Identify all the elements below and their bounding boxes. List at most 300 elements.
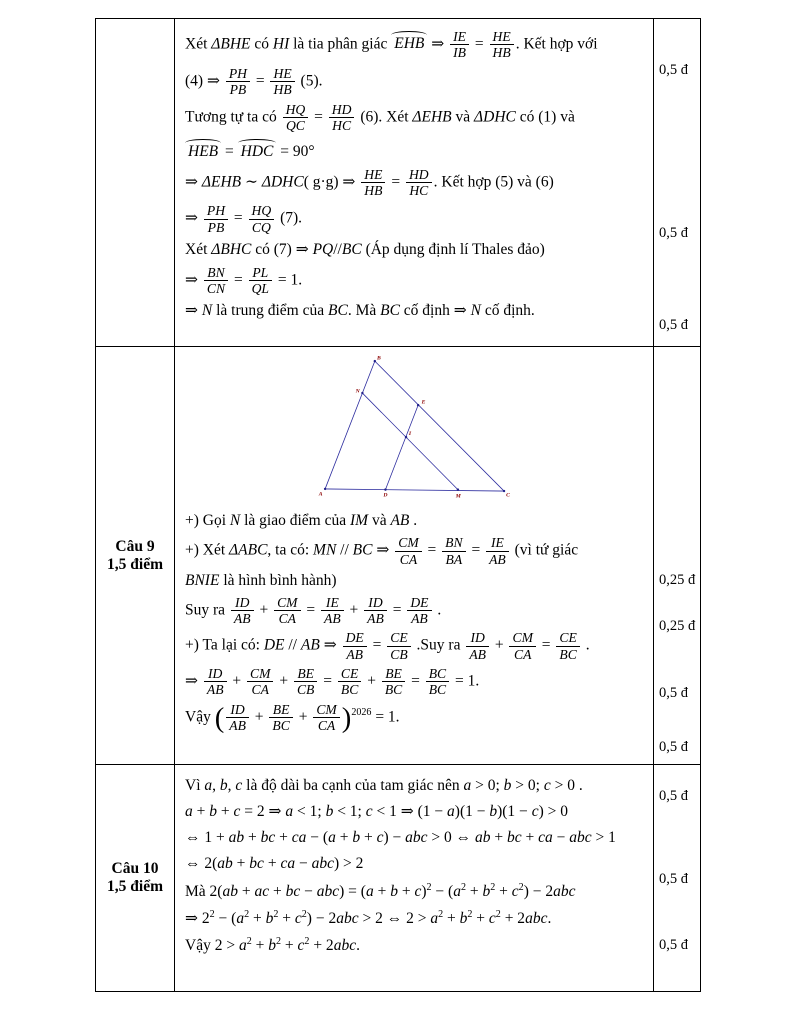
superscript: 2 (518, 881, 524, 893)
math-text: − (300, 882, 317, 900)
math-line (185, 802, 647, 822)
table-row-continuation (96, 19, 700, 346)
math-text: + (490, 636, 508, 654)
segment-BC (375, 361, 504, 491)
math-text: + (255, 601, 273, 619)
fraction: $\frac{CE}{BC}$ (338, 666, 361, 698)
fraction: $\frac{DE}{AB}$ (407, 595, 431, 627)
math-text: ) − 2 (523, 882, 554, 900)
question-points-line: 1,5 điểm (107, 555, 163, 573)
math-text: ) − 2 (306, 910, 337, 928)
math-variable: a (453, 882, 461, 900)
math-text: = (471, 35, 488, 53)
superscript: 2026 (351, 706, 372, 718)
point-label-C: C (506, 492, 510, 499)
big-paren: ( (214, 701, 225, 734)
math-variable: abc (405, 829, 428, 847)
math-variable: ΔDHC (474, 108, 516, 126)
math-text: Vậy 2 > (185, 937, 239, 955)
superscript: 2 (467, 908, 473, 920)
math-text: − ( (431, 882, 454, 900)
math-text: là hình bình hành) (219, 571, 337, 589)
math-variable: MN (313, 541, 337, 559)
math-text: (6). Xét (356, 108, 413, 126)
math-line (185, 630, 647, 662)
marks-column (653, 347, 700, 764)
table-row-cau-10 (96, 764, 700, 991)
math-text: là giao điểm của (240, 512, 350, 530)
math-text: . Mà (347, 302, 381, 320)
math-text: +) Gọi (185, 512, 230, 530)
fraction: $\frac{BN}{BA}$ (442, 535, 465, 567)
math-text: ⇒ (427, 35, 449, 53)
math-text: = (319, 672, 336, 690)
fraction: $\frac{BE}{CB}$ (294, 666, 317, 698)
math-variable: ΔEHB (412, 108, 452, 126)
math-variable: c (233, 803, 241, 821)
mark-value: 0,25 đ (659, 618, 696, 635)
math-text: = (230, 209, 247, 227)
math-variable: PQ (312, 240, 334, 258)
math-text: + (275, 829, 292, 847)
math-variable: b (503, 777, 512, 794)
math-line (185, 29, 647, 61)
solution-lines (185, 511, 647, 733)
math-variable: abc (311, 855, 334, 873)
math-variable: BC (341, 240, 362, 258)
superscript: 2 (426, 881, 432, 893)
fraction: $\frac{PH}{PB}$ (204, 203, 228, 235)
math-text: +) Xét (185, 541, 230, 559)
math-variable: AB (390, 512, 410, 530)
superscript: 2 (301, 908, 307, 920)
marks-column (653, 19, 700, 346)
math-variable: c (297, 937, 305, 955)
fraction: $\frac{ID}{AB}$ (231, 595, 254, 627)
math-variable: b (489, 803, 498, 821)
math-line (185, 666, 647, 698)
math-variable: a (328, 829, 336, 847)
math-text: , (212, 777, 220, 794)
math-text: .Suy ra (412, 636, 465, 654)
fraction: $\frac{HQ}{QC}$ (283, 102, 309, 134)
math-line (185, 102, 647, 134)
segment-NM (362, 393, 458, 490)
math-text: có (1) và (515, 108, 575, 126)
math-variable: c (531, 803, 539, 821)
math-text: ∼ (241, 173, 262, 191)
fraction: $\frac{ID}{AB}$ (204, 666, 227, 698)
fraction: $\frac{CM}{CA}$ (313, 702, 339, 734)
fraction: $\frac{HE}{HB}$ (490, 29, 514, 61)
math-text: < 1 ⇒ (1 − (372, 803, 448, 821)
math-variable: a (204, 777, 213, 794)
math-text: . (409, 512, 418, 530)
mark-value: 0,25 đ (659, 572, 696, 589)
math-variable: ca (538, 829, 553, 847)
math-line (185, 301, 647, 321)
math-variable: abc (336, 910, 359, 928)
math-variable: c (235, 777, 243, 794)
math-variable: bc (249, 855, 264, 873)
mark-value: 0,5 đ (659, 738, 688, 755)
fraction: $\frac{IE}{AB}$ (321, 595, 344, 627)
math-line (185, 702, 647, 734)
math-line (185, 203, 647, 235)
fraction: $\frac{ID}{AB}$ (466, 630, 489, 662)
math-text: = (387, 173, 404, 191)
math-variable: HI (272, 35, 290, 53)
question-label-line: Câu 9 (115, 537, 155, 555)
math-text: = (537, 636, 555, 654)
math-text: (4) ⇒ (185, 71, 224, 89)
math-text: +) Ta lại có: (185, 636, 264, 654)
solution-content (175, 19, 653, 346)
math-text: + (490, 829, 507, 847)
math-text: = 1. (371, 707, 400, 725)
math-text: ) = ( (339, 882, 366, 900)
math-text: = 1. (451, 672, 480, 690)
math-text: + (250, 707, 268, 725)
math-text: + (244, 829, 261, 847)
math-text: + (363, 672, 380, 690)
superscript: 2 (246, 936, 252, 948)
math-text: > 1 (591, 829, 616, 847)
math-text: ( g·g) ⇒ (303, 173, 360, 191)
fraction: $\frac{CM}{CA}$ (395, 535, 421, 567)
math-variable: abc (316, 882, 340, 900)
math-text: // (284, 636, 301, 654)
math-text: có (250, 35, 273, 53)
math-variable: b (325, 803, 334, 821)
math-variable: ca (280, 855, 296, 873)
math-variable: abc (553, 882, 576, 900)
math-text: + (269, 882, 286, 900)
math-text: là trung điểm của (212, 302, 328, 320)
math-text: . (547, 910, 552, 928)
math-text: > 2 ⇔ 2 > (358, 910, 431, 928)
math-text: ) > 0 (538, 803, 568, 821)
math-text: = (423, 541, 441, 559)
fraction: $\frac{ID}{AB}$ (364, 595, 387, 627)
math-variable: AB (300, 636, 320, 654)
math-line (185, 776, 647, 796)
solution-content (175, 347, 653, 764)
math-variable: b (219, 777, 228, 794)
fraction: $\frac{DE}{AB}$ (343, 630, 367, 662)
segment-AB (325, 361, 375, 489)
math-text: , (227, 777, 236, 794)
math-text: ) (421, 882, 427, 900)
math-text: là tia phân giác (289, 35, 392, 53)
mark-value: 0,5 đ (659, 316, 688, 333)
math-text: Xét (185, 240, 212, 258)
math-text: + (237, 882, 255, 900)
math-variable: b (209, 803, 217, 821)
math-text: + (249, 910, 266, 928)
superscript: 2 (275, 936, 282, 948)
math-line (185, 828, 647, 848)
math-variable: ab (222, 882, 238, 900)
math-text: ⇒ (185, 672, 202, 690)
fraction: $\frac{BE}{BC}$ (382, 666, 405, 698)
math-variable: c (365, 803, 373, 821)
point-label-M: M (455, 493, 461, 500)
math-text: = (230, 271, 247, 289)
math-variable: N (470, 302, 481, 320)
triangle-points (324, 360, 505, 492)
math-text: = (368, 636, 386, 654)
math-text: . (433, 601, 442, 619)
math-variable: BNIE (185, 571, 220, 589)
point-label-A: A (318, 491, 323, 498)
math-line (185, 595, 647, 627)
math-variable: bc (260, 829, 276, 847)
math-variable: a (236, 910, 245, 928)
math-text: ⇒ (372, 541, 394, 559)
point-M (457, 488, 459, 490)
math-text: (7). (276, 209, 303, 227)
math-text: ⇒ (319, 636, 341, 654)
math-line (185, 854, 647, 874)
math-text: . (581, 636, 590, 654)
fraction: $\frac{BC}{BC}$ (426, 666, 449, 698)
point-label-N: N (355, 388, 360, 395)
math-text: + (345, 601, 363, 619)
math-text: ⇒ (185, 302, 202, 320)
segment-DE (385, 405, 418, 490)
math-text: > 0; (471, 777, 504, 794)
math-variable: a (365, 882, 374, 900)
math-text: = (388, 601, 406, 619)
math-variable: BC (352, 541, 373, 559)
question-label-cell (96, 347, 175, 764)
math-variable: ab (228, 829, 245, 847)
math-text: + (232, 855, 250, 873)
math-variable: ab (217, 855, 233, 873)
math-text: + (251, 937, 269, 955)
fraction: $\frac{HQ}{CQ}$ (249, 203, 275, 235)
math-variable: bc (507, 829, 522, 847)
math-line (185, 167, 647, 199)
superscript: 2 (273, 908, 279, 920)
math-variable: a (430, 910, 439, 928)
math-variable: b (459, 910, 468, 928)
math-text: ⇒ (185, 209, 202, 227)
math-variable: a (447, 803, 455, 821)
math-variable: ca (291, 829, 307, 847)
question-label-line: Câu 10 (111, 860, 159, 877)
point-B (374, 360, 376, 362)
math-text: ) − (383, 829, 406, 847)
math-variable: b (268, 937, 276, 955)
solution-content (175, 765, 653, 991)
math-text: + (335, 829, 353, 847)
superscript: 2 (438, 908, 444, 920)
math-variable: abc (333, 937, 357, 955)
math-text: ) > 2 (333, 855, 364, 873)
superscript: 2 (460, 881, 466, 893)
math-variable: N (229, 512, 241, 530)
mark-value: 0,5 đ (659, 61, 688, 78)
math-text: + 2 (500, 910, 526, 928)
math-variable: b (352, 829, 361, 847)
marks-column (653, 765, 700, 991)
math-text: . Kết hợp (5) và (6) (433, 173, 554, 191)
math-text: cố định ⇒ (399, 302, 471, 320)
math-text: . (356, 937, 360, 955)
superscript: 2 (495, 908, 501, 920)
math-variable: abc (525, 910, 548, 928)
math-text: − (295, 855, 312, 873)
math-text: Mà 2( (185, 882, 223, 900)
fraction: $\frac{IE}{IB}$ (450, 29, 469, 61)
math-text: cố định. (480, 302, 535, 320)
math-text: + (192, 803, 210, 821)
answer-table (95, 18, 701, 992)
math-text: ⇒ (185, 271, 202, 289)
math-variable: ac (254, 882, 270, 900)
question-points-line: 1,5 điểm (107, 878, 163, 895)
math-text: (5). (296, 71, 323, 89)
math-text: = (310, 108, 327, 126)
math-line (185, 571, 647, 591)
fraction: $\frac{BE}{BC}$ (269, 702, 292, 734)
math-text: + (228, 672, 246, 690)
math-variable: N (201, 302, 213, 320)
triangle-lines (325, 361, 504, 491)
math-variable: ΔEHB (201, 173, 242, 191)
math-text: // (333, 240, 342, 258)
math-variable: a (285, 803, 294, 821)
math-text: = (251, 71, 269, 89)
fraction: $\frac{HE}{HB}$ (361, 167, 385, 199)
fraction: $\frac{PH}{PB}$ (226, 66, 250, 98)
math-variable: b (390, 882, 398, 900)
math-text: Tương tự ta có (185, 108, 281, 126)
math-text: có (7) ⇒ (251, 240, 313, 258)
math-text: và (451, 108, 475, 126)
math-text: > 0; (511, 777, 544, 794)
point-E (417, 404, 419, 406)
math-text: − ( (306, 829, 329, 847)
math-line (185, 881, 647, 902)
big-paren: ) (341, 701, 352, 734)
math-text: < 1; (333, 803, 366, 821)
math-variable: BC (380, 302, 400, 320)
math-text: + (495, 882, 512, 900)
math-variable: c (294, 910, 302, 928)
math-text: Vậy (185, 707, 215, 725)
math-text: < 1; (293, 803, 326, 821)
math-line (185, 265, 647, 297)
triangle-figure (318, 354, 514, 503)
math-text: là độ dài ba cạnh của tam giác nên (242, 777, 464, 794)
math-variable: a (238, 937, 247, 955)
math-text: = (302, 601, 320, 619)
math-text: + (397, 882, 415, 900)
point-labels (318, 356, 510, 500)
math-text: + (278, 910, 295, 928)
math-line (185, 511, 647, 531)
math-variable: c (543, 777, 551, 794)
math-text: + (472, 910, 489, 928)
math-text: + (217, 803, 234, 821)
math-text: . Kết hợp với (515, 35, 598, 53)
point-C (503, 490, 505, 492)
fraction: $\frac{CE}{BC}$ (556, 630, 579, 662)
math-variable: b (265, 910, 274, 928)
math-variable: a (185, 803, 193, 821)
math-text: )(1 − (454, 803, 490, 821)
mark-value: 0,5 đ (659, 787, 688, 804)
math-variable: ab (475, 829, 491, 847)
superscript: 2 (209, 908, 215, 920)
math-variable: c (414, 882, 422, 900)
fraction: $\frac{ID}{AB}$ (226, 702, 249, 734)
math-text: // (336, 541, 353, 559)
superscript: 2 (244, 908, 250, 920)
math-line (185, 66, 647, 98)
math-text: (Áp dụng định lí Thales đảo) (361, 240, 545, 258)
math-variable: a (463, 777, 472, 794)
point-label-E: E (421, 399, 426, 406)
angle-arc: HDC (238, 139, 277, 162)
mark-value: 0,5 đ (659, 225, 688, 241)
fraction: $\frac{IE}{AB}$ (486, 535, 509, 567)
math-text: = 90° (276, 142, 315, 160)
math-text: = 2 ⇒ (240, 803, 286, 821)
math-text: Vì (185, 777, 205, 794)
math-variable: ΔBHE (211, 35, 251, 53)
math-variable: c (376, 829, 384, 847)
math-text: (vì tứ giác (510, 541, 579, 559)
segment-AC (325, 489, 504, 491)
fraction: $\frac{CE}{CB}$ (387, 630, 410, 662)
math-text: và (368, 512, 391, 530)
point-label-I: I (408, 430, 412, 437)
math-text: + (373, 882, 391, 900)
math-text: + 2 (309, 937, 334, 955)
math-variable: ΔBHC (211, 240, 252, 258)
mark-value: 0,5 đ (659, 684, 688, 701)
fraction: $\frac{CM}{CA}$ (247, 666, 273, 698)
math-text: + (465, 882, 483, 900)
math-text: + (263, 855, 281, 873)
superscript: 2 (490, 881, 496, 893)
math-text: = (221, 142, 238, 160)
math-text: )(1 − (497, 803, 532, 821)
math-variable: bc (285, 882, 301, 900)
angle-arc: EHB (391, 31, 427, 54)
angle-arc: HEB (185, 139, 221, 162)
table-row-cau-9 (96, 346, 700, 764)
math-text: + (521, 829, 539, 847)
math-text: = (467, 541, 485, 559)
math-text: ⇔ 2( (185, 855, 218, 873)
superscript: 2 (304, 936, 310, 948)
math-text: + (443, 910, 460, 928)
math-text: + (281, 937, 298, 955)
math-line (185, 908, 647, 929)
mark-value: 0,5 đ (659, 871, 688, 888)
math-line (185, 240, 647, 260)
fraction: $\frac{HD}{HC}$ (329, 102, 355, 134)
point-label-B: B (376, 355, 381, 362)
math-text: ⇒ 2 (185, 910, 210, 928)
math-variable: BC (328, 302, 348, 320)
point-label-D: D (383, 492, 388, 499)
